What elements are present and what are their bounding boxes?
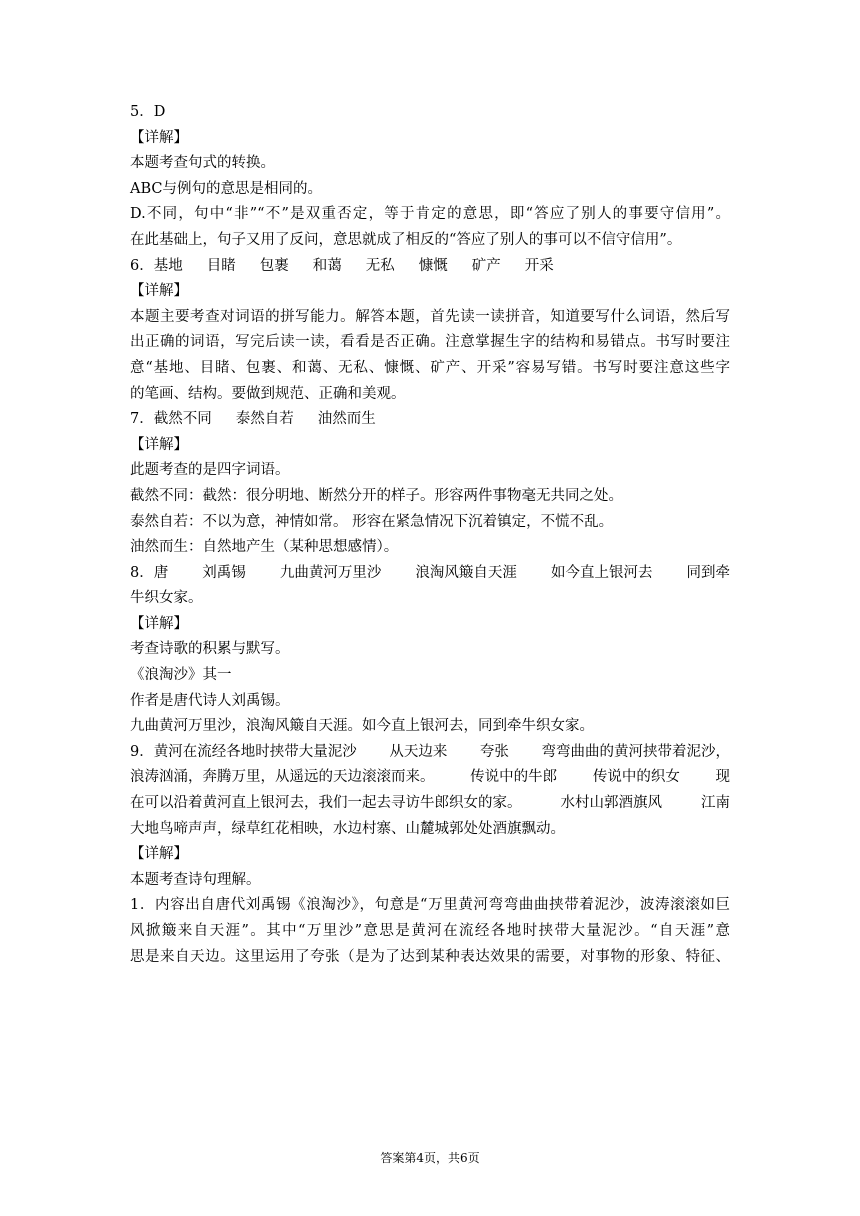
- answer-token: 矿产: [471, 257, 501, 274]
- answer-token: 开采: [524, 257, 554, 274]
- answer-content: [130, 100, 730, 970]
- text-line: 九曲黄河万里沙，浪淘风簸自天涯。如今直上银河去，同到牵牛织女家。: [130, 718, 594, 735]
- answer-token: 无私: [365, 257, 395, 274]
- answer-token: 泰然自若: [235, 411, 294, 428]
- text-line: 1．内容出自唐代刘禹锡《浪淘沙》，句意是“万里黄河弯弯曲曲挟带着泥沙，波涛滚滚如巨: [130, 897, 730, 914]
- answer-token: 和蔼: [312, 257, 342, 274]
- answer-token: 如今直上银河去: [550, 564, 653, 581]
- text-line: 意“基地、目睹、包裹、和蔼、无私、慷慨、矿产、开采”容易写错。书写时要注意这些字: [130, 359, 730, 376]
- answer-token: 弯弯曲曲的黄河挟带着泥沙，: [541, 743, 731, 760]
- text-line: 牛织女家。: [130, 590, 203, 607]
- text-line: 【详解】: [130, 615, 188, 632]
- answer-token: 传说中的织女: [592, 769, 680, 786]
- text-line: [130, 561, 730, 587]
- text-line: 油然而生：自然地产生（某种思想感情）。: [130, 539, 399, 556]
- text-line: 截然不同：截然：很分明地、断然分开的样子。形容两件事物毫无共同之处。: [130, 487, 623, 504]
- text-line: 作者是唐代诗人刘禹锡。: [130, 692, 290, 709]
- text-line: [130, 740, 730, 766]
- answer-token: 7．截然不同: [130, 411, 212, 428]
- answer-token: 浪淘风簸自天涯: [415, 564, 517, 581]
- text-line: 此题考查的是四字词语。: [130, 462, 290, 479]
- text-line: 【详解】: [130, 846, 188, 863]
- text-line: 【详解】: [130, 436, 188, 453]
- answer-token: 传说中的牛郎: [470, 769, 558, 786]
- answer-token: 包裹: [259, 257, 289, 274]
- text-line: 在此基础上，句子又用了反问，意思就成了相反的“答应了别人的事可以不信守信用”。: [130, 231, 682, 248]
- answer-token: 现: [715, 769, 731, 786]
- page-footer: 答案第4页，共6页: [380, 1151, 480, 1165]
- answer-token: 慷慨: [418, 257, 448, 274]
- answer-token: 九曲黄河万里沙: [279, 564, 382, 581]
- answer-token: 9．黄河在流经各地时挟带大量泥沙: [130, 743, 357, 760]
- answer-token: 油然而生: [317, 411, 376, 428]
- answer-token: 江南: [701, 795, 730, 812]
- answer-token: 水村山郭酒旗风: [560, 795, 662, 812]
- text-line: 出正确的词语，写完后读一读，看看是否正确。注意掌握生字的结构和易错点。书写时要注: [130, 334, 730, 351]
- text-line: D.不同，句中“非”“不”是双重否定，等于肯定的意思，即“答应了别人的事要守信用”。: [130, 206, 730, 223]
- answer-token: 6．基地: [130, 257, 183, 274]
- answer-token: 从天边来: [389, 743, 448, 760]
- text-line: ABC与例句的意思是相同的。: [130, 180, 322, 197]
- text-line: 大地鸟啼声声，绿草红花相映，水边村寨、山麓城郭处处酒旗飘动。: [130, 820, 565, 837]
- text-line: 本题考查诗句理解。: [130, 871, 261, 888]
- text-line: 本题主要考查对词语的拼写能力。解答本题，首先读一读拼音，知道要写什么词语，然后写: [130, 308, 730, 325]
- text-line: 5．D: [130, 104, 166, 120]
- answer-token: 8．唐: [130, 564, 169, 581]
- answer-token: 同到牵: [686, 564, 731, 581]
- text-line: [130, 254, 730, 280]
- text-line: 考查诗歌的积累与默写。: [130, 641, 290, 658]
- answer-token: 浪涛汹涌，奔腾万里，从遥远的天边滚滚而来。: [130, 769, 435, 786]
- answer-token: 刘禹锡: [202, 564, 246, 581]
- answer-token: 夸张: [479, 743, 509, 760]
- text-line: 的笔画、结构。要做到规范、正确和美观。: [130, 385, 406, 402]
- text-line: 《浪淘沙》其一: [130, 667, 232, 684]
- text-line: 本题考查句式的转换。: [130, 155, 275, 172]
- answer-token: 目睹: [206, 257, 236, 274]
- text-line: 【详解】: [130, 129, 188, 146]
- text-line: 思是来自天边。这里运用了夸张（是为了达到某种表达效果的需要，对事物的形象、特征、: [130, 948, 730, 965]
- text-line: 风掀簸来自天涯”。其中“万里沙”意思是黄河在流经各地时挟带大量泥沙。“自天涯”意: [130, 923, 730, 939]
- text-line: 【详解】: [130, 283, 188, 300]
- text-line: [130, 765, 730, 791]
- text-line: [130, 407, 730, 433]
- text-line: [130, 791, 730, 817]
- text-line: 泰然自若：不以为意，神情如常。 形容在紧急情况下沉着镇定，不慌不乱。: [130, 513, 614, 530]
- answer-token: 在可以沿着黄河直上银河去，我们一起去寻访牛郎织女的家。: [130, 795, 522, 812]
